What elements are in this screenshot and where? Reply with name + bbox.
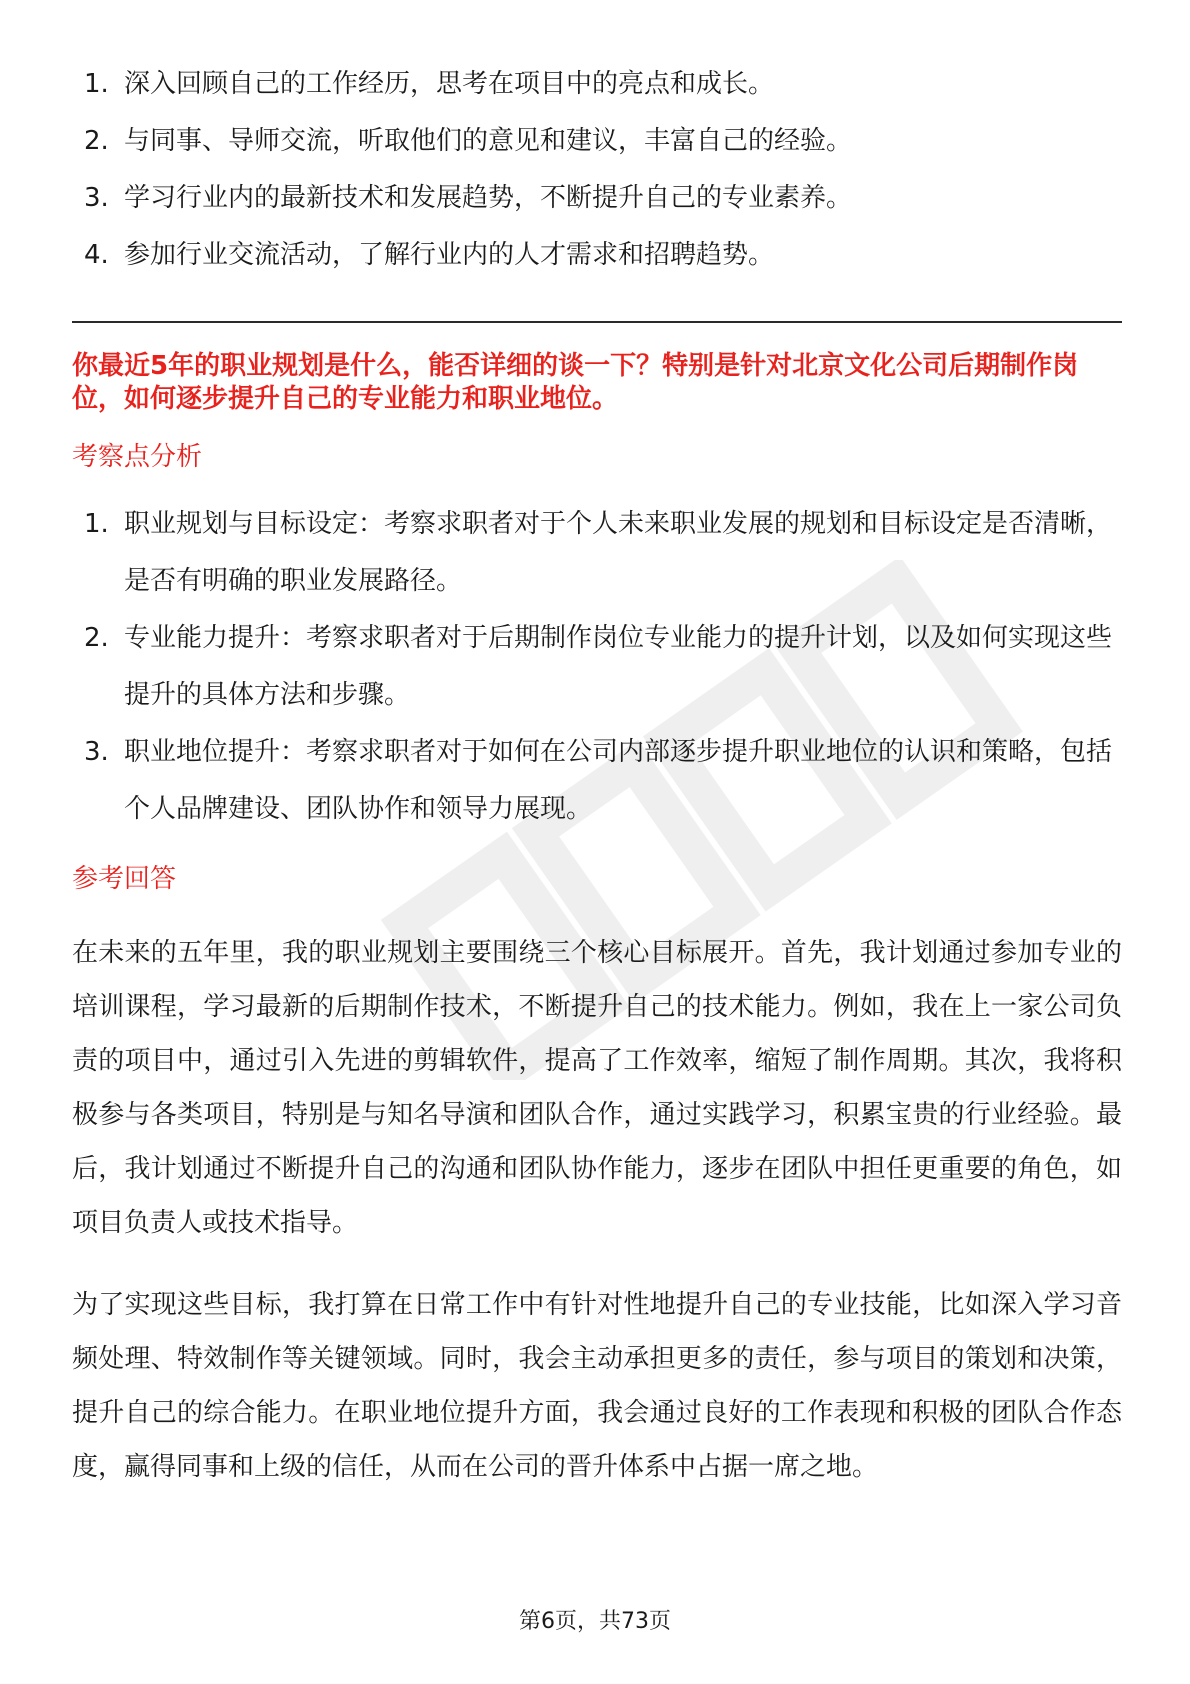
list-number: 1. (84, 69, 109, 99)
list-text: 学习行业内的最新技术和发展趋势，不断提升自己的专业素养。 (124, 183, 853, 213)
answer-heading: 参考回答 (72, 864, 177, 894)
section-divider (72, 321, 1122, 323)
tips-list (72, 56, 1122, 284)
list-number: 3. (84, 183, 109, 213)
answer-paragraph: 在未来的五年里，我的职业规划主要围绕三个核心目标展开。首先，我计划通过参加专业的培训课程，学习最新的后期制作技术，不断提升自己的技术能力。例如，我在上一家公司负责的项目中，通过引入先进的剪辑软件，提高了工作效率，缩短了制作周期。其次，我将积极参与各类项目，特别是与知名导演和团队合作，通过实践学习，积累宝贵的行业经验。最后，我计划通过不断提升自己的沟通和团队协作能力，逐步在团队中担任更重要的角色，如项目负责人或技术指导。 (72, 938, 1122, 1238)
list-item (72, 113, 1122, 170)
list-number: 1. (84, 509, 109, 539)
list-number: 2. (84, 623, 109, 653)
page-number: 第6页，共73页 (519, 1609, 671, 1634)
page-content (72, 56, 1122, 1494)
list-item (72, 496, 1122, 610)
list-text: 与同事、导师交流，听取他们的意见和建议，丰富自己的经验。 (124, 126, 853, 156)
list-item (72, 610, 1122, 724)
interview-question: 你最近5年的职业规划是什么，能否详细的谈一下？特别是针对北京文化公司后期制作岗位，如何逐步提升自己的专业能力和职业地位。 (72, 351, 1079, 414)
list-number: 4. (84, 240, 109, 270)
list-item (72, 227, 1122, 284)
list-item (72, 724, 1122, 838)
analysis-heading: 考察点分析 (72, 442, 203, 472)
list-text: 深入回顾自己的工作经历，思考在项目中的亮点和成长。 (124, 69, 775, 99)
answer-paragraph: 为了实现这些目标，我打算在日常工作中有针对性地提升自己的专业技能，比如深入学习音频处理、特效制作等关键领域。同时，我会主动承担更多的责任，参与项目的策划和决策，提升自己的综合能力。在职业地位提升方面，我会通过良好的工作表现和积极的团队合作态度，赢得同事和上级的信任，从而在公司的晋升体系中占据一席之地。 (72, 1290, 1122, 1482)
list-number: 2. (84, 126, 109, 156)
list-text: 专业能力提升：考察求职者对于后期制作岗位专业能力的提升计划，以及如何实现这些提升的具体方法和步骤。 (124, 623, 1113, 710)
list-text: 职业规划与目标设定：考察求职者对于个人未来职业发展的规划和目标设定是否清晰，是否有明确的职业发展路径。 (124, 509, 1113, 596)
list-number: 3. (84, 737, 109, 767)
list-text: 职业地位提升：考察求职者对于如何在公司内部逐步提升职业地位的认识和策略，包括个人品牌建设、团队协作和领导力展现。 (124, 737, 1113, 824)
list-text: 参加行业交流活动，了解行业内的人才需求和招聘趋势。 (124, 240, 775, 270)
list-item (72, 170, 1122, 227)
list-item (72, 56, 1122, 113)
analysis-list (72, 496, 1122, 838)
